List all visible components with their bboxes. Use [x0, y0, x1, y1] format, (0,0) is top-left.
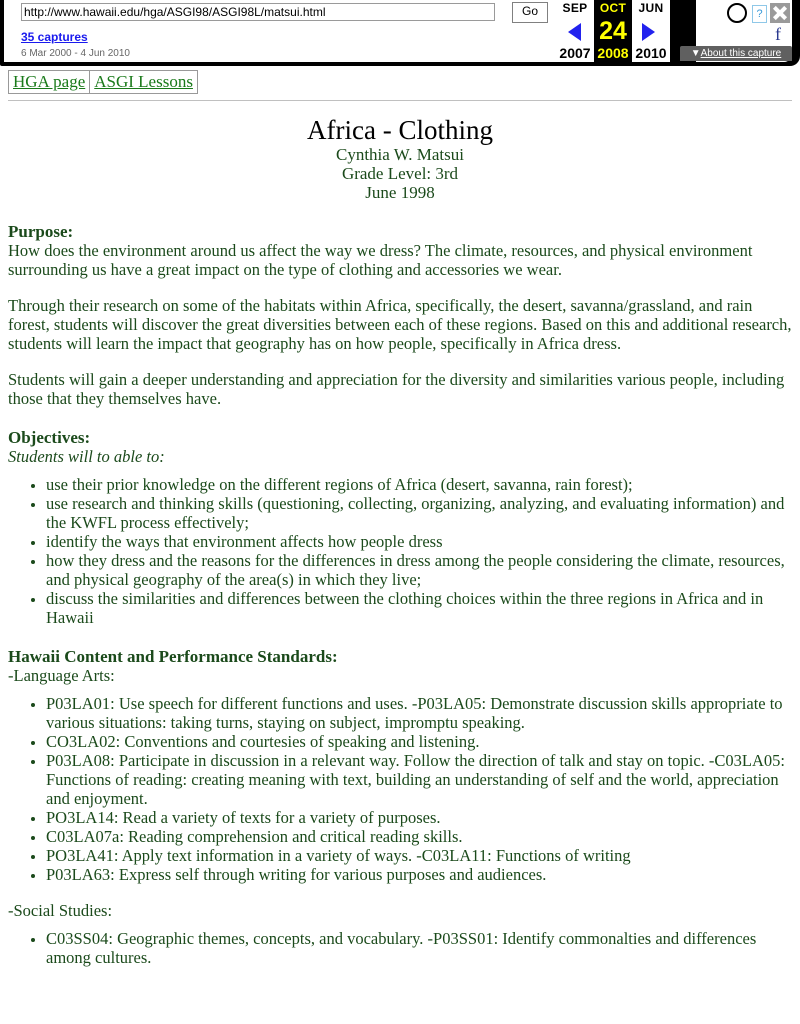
list-item: • P03LA63: Express self through writing for various purposes and audiences.: [46, 865, 792, 884]
publication-date: June 1998: [365, 183, 435, 202]
current-capture-column: [594, 0, 632, 62]
list-item: • CO3LA02: Conventions and courtesies of speaking and listening.: [46, 732, 792, 751]
nav-cell-hga-page[interactable]: [9, 71, 90, 94]
help-icon[interactable]: ?: [752, 5, 767, 23]
purpose-paragraph-1: How does the environment around us affect the way we dress? The climate, resources, and physical environment surrounding us have a great impact on the type of clothing and accessories we wear.: [8, 241, 753, 279]
url-input[interactable]: [21, 3, 495, 21]
language-arts-standards-list: [8, 694, 792, 884]
list-item: • C03LA07a: Reading comprehension and critical reading skills.: [46, 827, 792, 846]
next-capture-arrow-icon[interactable]: [642, 23, 655, 41]
purpose-paragraph-3: Students will gain a deeper understanding and appreciation for the diversity and similarities various people, including those that they themselves have.: [8, 370, 785, 408]
list-item: • PO3LA41: Apply text information in a variety of ways. -C03LA11: Functions of writing: [46, 846, 792, 865]
list-item: • P03LA08: Participate in discussion in a relevant way. Follow the direction of talk and stay on topic. -C03LA05: Functions of reading: creating meaning with text, building an understanding of self and the world, appreciation and enjoyment.: [46, 751, 792, 808]
facebook-icon[interactable]: f: [775, 24, 781, 44]
go-button[interactable]: Go: [512, 2, 548, 23]
purpose-paragraph-2: Through their research on some of the habitats within Africa, specifically, the desert, savanna/grassland, and rain forest, students will discover the great diversities between each of these regions. Based on this and additional research, students will learn the impact that geography has on how people, specifically in Africa dress.: [8, 296, 792, 353]
previous-month-label: SEP: [562, 1, 588, 15]
heading-objectives: Objectives:: [8, 428, 91, 447]
list-item: • how they dress and the reasons for the differences in dress among the people considering the climate, resources, and physical geography of the area(s) in which they live;: [46, 551, 792, 589]
grade-level: Grade Level: 3rd: [341, 164, 459, 183]
label-language-arts: -Language Arts:: [8, 666, 115, 685]
link-asgi-lessons[interactable]: ASGI Lessons: [94, 72, 193, 91]
wayback-toolbar: [0, 0, 800, 66]
lesson-content: [0, 115, 800, 967]
current-day-label: 24: [599, 17, 627, 45]
list-item: • use their prior knowledge on the different regions of Africa (desert, savanna, rain forest);: [46, 475, 792, 494]
previous-capture-column[interactable]: [556, 0, 594, 62]
page-nav-wrapper: [0, 66, 800, 94]
list-item: • P03LA01: Use speech for different functions and uses. -P03LA05: Demonstrate discussion skills appropriate to various situations: taking turns, staying on subject, impromptu speaking.: [46, 694, 792, 732]
list-item: • use research and thinking skills (questioning, collecting, organizing, analyzing, and evaluating information) and the KWFL process effectively;: [46, 494, 792, 532]
author-name: Cynthia W. Matsui: [336, 145, 464, 164]
nav-cell-asgi-lessons[interactable]: [90, 71, 198, 94]
captures-count-link[interactable]: 35 captures: [21, 30, 88, 44]
horizontal-divider: [8, 100, 792, 101]
wayback-url-row: [4, 0, 556, 24]
previous-capture-arrow-icon[interactable]: [568, 23, 581, 41]
objectives-list: [8, 475, 792, 627]
next-capture-column[interactable]: [632, 0, 670, 62]
about-this-capture-button[interactable]: [680, 46, 792, 61]
heading-standards: Hawaii Content and Performance Standards:: [8, 647, 338, 666]
label-social-studies: -Social Studies:: [8, 901, 113, 920]
wayback-toolbar-inner: [4, 0, 792, 62]
next-month-label: JUN: [638, 1, 664, 15]
capture-date-range: 6 Mar 2000 - 4 Jun 2010: [21, 48, 130, 59]
page-nav-table: [8, 70, 198, 94]
list-item: • C03SS04: Geographic themes, concepts, and vocabulary. -P03SS01: Identify commonalties and differences among cultures.: [46, 929, 792, 967]
wayback-logo-circle-icon: [727, 3, 747, 23]
list-item: • identify the ways that environment affects how people dress: [46, 532, 792, 551]
close-icon[interactable]: [770, 3, 790, 23]
previous-year-label: 2007: [559, 45, 591, 61]
list-item: • discuss the similarities and differences between the clothing choices within the three regions in Africa and in Hawaii: [46, 589, 792, 627]
heading-purpose: Purpose:: [8, 222, 74, 241]
page-title: Africa - Clothing: [307, 115, 493, 145]
table-row: [9, 71, 198, 94]
current-month-label: OCT: [599, 1, 627, 15]
about-this-capture-label: About this capture: [700, 48, 782, 59]
objectives-lead-in: Students will to able to:: [8, 447, 165, 466]
chevron-down-icon: ▼: [690, 48, 701, 59]
social-studies-standards-list: [8, 929, 792, 967]
next-year-label: 2010: [635, 45, 667, 61]
link-hga-page[interactable]: HGA page: [13, 72, 86, 91]
list-item: • PO3LA14: Read a variety of texts for a variety of purposes.: [46, 808, 792, 827]
current-year-label: 2008: [597, 45, 629, 61]
